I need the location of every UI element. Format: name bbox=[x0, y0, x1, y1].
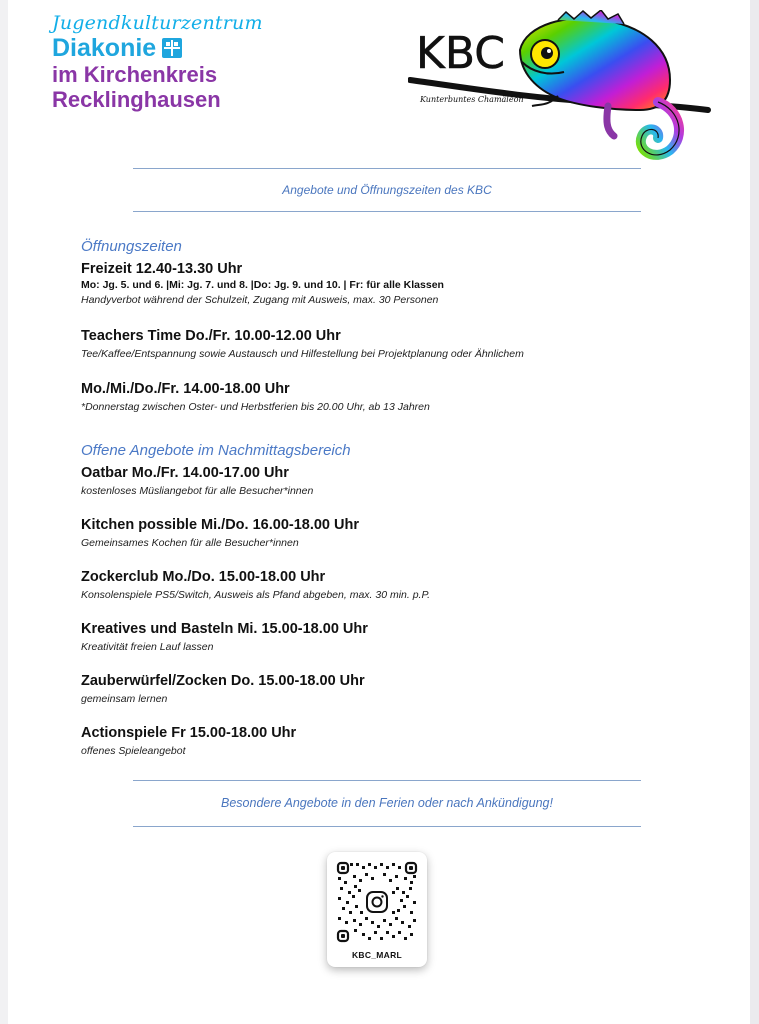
page-edge bbox=[750, 0, 759, 1024]
item-days: Mo: Jg. 5. und 6. |Mi: Jg. 7. und 8. |Do: Jg. 9. und 10. | Fr: für alle Klassen bbox=[81, 279, 444, 291]
item-desc: *Donnerstag zwischen Oster- und Herbstferien bis 20.00 Uhr, ab 13 Jahren bbox=[81, 401, 430, 413]
logo-line-jugendkulturzentrum: Jugendkulturzentrum bbox=[52, 12, 263, 34]
instagram-qr-card[interactable] bbox=[327, 852, 427, 967]
list-item bbox=[81, 260, 701, 307]
special-offers-note: Besondere Angebote in den Ferien oder nach Ankündigung! bbox=[221, 796, 553, 810]
logo-line-kirchenkreis: im Kirchenkreis bbox=[52, 62, 218, 87]
divider-bottom-1 bbox=[133, 780, 641, 781]
logo-line-recklinghausen: Recklinghausen bbox=[52, 87, 221, 112]
item-title: Freizeit 12.40-13.30 Uhr bbox=[81, 261, 243, 277]
list-item bbox=[81, 672, 701, 706]
kbc-logo-subtitle: Kunterbuntes Chamäleon bbox=[420, 95, 524, 104]
list-item bbox=[81, 724, 701, 758]
divider-bottom-2 bbox=[133, 826, 641, 827]
item-desc: Gemeinsames Kochen für alle Besucher*innen bbox=[81, 537, 299, 549]
item-title: Kitchen possible Mi./Do. 16.00-18.00 Uhr bbox=[81, 517, 359, 533]
item-title: Teachers Time Do./Fr. 10.00-12.00 Uhr bbox=[81, 328, 341, 344]
list-item bbox=[81, 464, 701, 498]
kbc-chameleon-logo bbox=[408, 10, 713, 170]
item-title: Mo./Mi./Do./Fr. 14.00-18.00 Uhr bbox=[81, 381, 290, 397]
item-title: Oatbar Mo./Fr. 14.00-17.00 Uhr bbox=[81, 465, 289, 481]
item-desc: offenes Spieleangebot bbox=[81, 745, 186, 757]
section-opening-hours bbox=[81, 238, 701, 414]
divider-top-2 bbox=[133, 211, 641, 212]
list-item bbox=[81, 516, 701, 550]
offers-heading: Angebote und Öffnungszeiten des KBC bbox=[282, 183, 492, 197]
item-desc: Kreativität freien Lauf lassen bbox=[81, 641, 214, 653]
item-desc: kostenloses Müsliangebot für alle Besucher*innen bbox=[81, 485, 314, 497]
item-desc: Handyverbot während der Schulzeit, Zugang mit Ausweis, max. 30 Personen bbox=[81, 294, 439, 306]
item-desc: gemeinsam lernen bbox=[81, 693, 168, 705]
item-desc: Tee/Kaffee/Entspannung sowie Austausch und Hilfestellung bei Projektplanung oder Ähnlichem bbox=[81, 348, 524, 360]
qr-label: KBC_MARL bbox=[351, 950, 403, 960]
logo-line-diakonie bbox=[52, 34, 292, 62]
item-desc: Konsolenspiele PS5/Switch, Ausweis als Pfand abgeben, max. 30 min. p.P. bbox=[81, 589, 431, 601]
qr-code[interactable] bbox=[336, 861, 418, 943]
item-title: Zockerclub Mo./Do. 15.00-18.00 Uhr bbox=[81, 569, 326, 585]
list-item bbox=[81, 620, 701, 654]
section-title: Öffnungszeiten bbox=[81, 238, 182, 255]
item-title: Actionspiele Fr 15.00-18.00 Uhr bbox=[81, 725, 297, 741]
divider-top-1 bbox=[133, 168, 641, 169]
list-item bbox=[81, 568, 701, 602]
section-afternoon-offers bbox=[81, 442, 701, 758]
logo-diakonie-word: Diakonie bbox=[52, 34, 157, 62]
item-title: Kreatives und Basteln Mi. 15.00-18.00 Uhr bbox=[81, 621, 368, 637]
item-title: Zauberwürfel/Zocken Do. 15.00-18.00 Uhr bbox=[81, 673, 365, 689]
document-page bbox=[8, 0, 750, 1024]
section-title: Offene Angebote im Nachmittagsbereich bbox=[81, 442, 351, 459]
diakonie-cross-icon bbox=[162, 38, 182, 58]
list-item bbox=[81, 380, 701, 414]
list-item bbox=[81, 327, 701, 361]
diakonie-logo bbox=[52, 12, 292, 122]
kbc-logo-title: KBC bbox=[416, 28, 505, 79]
